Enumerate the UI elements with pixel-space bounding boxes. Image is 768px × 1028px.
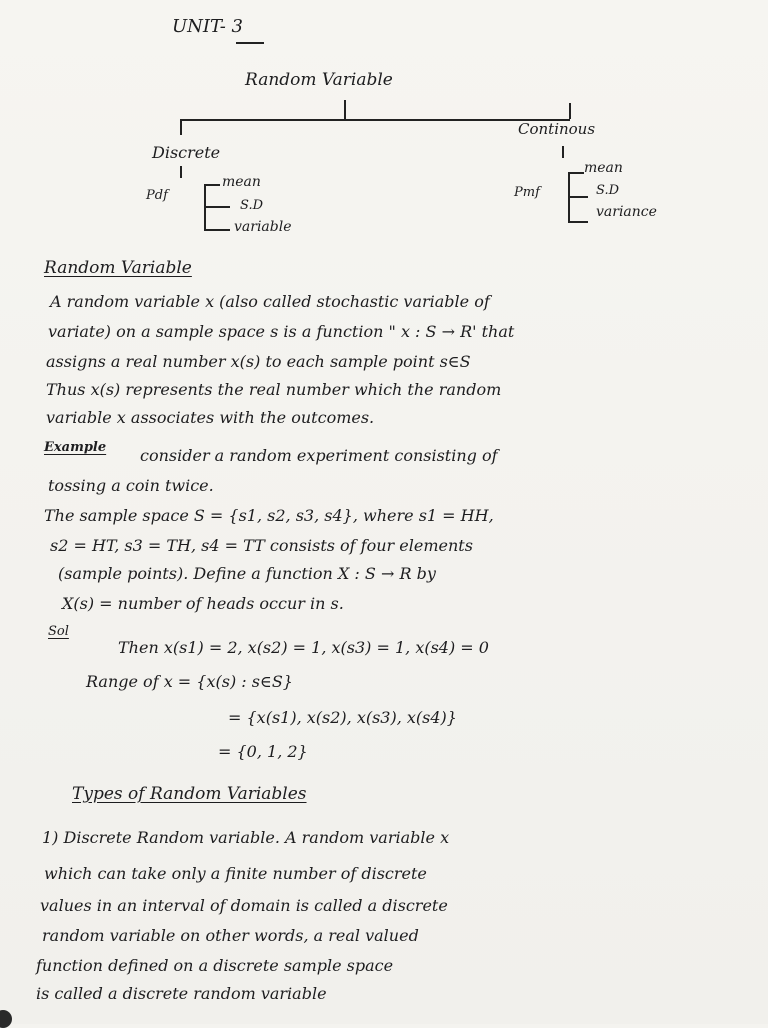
example-line-3: The sample space S = {s1, s2, s3, s4}, where s1 = HH, — [44, 506, 494, 525]
types-line-6: is called a discrete random variable — [36, 984, 327, 1003]
example-line-2: tossing a coin twice. — [48, 476, 214, 495]
diagram-right-item-mean: mean — [584, 160, 623, 176]
diagram-left-branch: Discrete — [152, 143, 221, 162]
diagram-right-tick-2 — [568, 196, 588, 198]
unit-title: UNIT- 3 — [172, 16, 243, 37]
diagram-left-sub: Pdf — [146, 188, 168, 203]
section1-line-4: Thus x(s) represents the real number which the random — [46, 380, 502, 399]
section-heading-random-variable: Random Variable — [44, 258, 192, 278]
diagram-right-item-sd: S.D — [596, 183, 619, 198]
diagram-right-drop — [569, 103, 571, 119]
example-line-4: s2 = HT, s3 = TH, s4 = TT consists of four elements — [50, 536, 473, 555]
diagram-right-tick-1 — [568, 172, 584, 174]
diagram-branch-line — [180, 119, 570, 121]
section1-line-5: variable x associates with the outcomes. — [46, 408, 375, 427]
section1-line-3: assigns a real number x(s) to each sample point s∈S — [46, 352, 471, 371]
diagram-left-tick-2 — [204, 206, 230, 208]
example-line-6: X(s) = number of heads occur in s. — [62, 594, 344, 613]
diagram-right-branch: Continous — [518, 120, 596, 138]
example-line-5: (sample points). Define a function X : S → R by — [58, 564, 436, 583]
diagram-left-tick-3 — [204, 229, 230, 231]
diagram-left-stem — [180, 166, 182, 178]
diagram-right-tick-3 — [568, 221, 588, 223]
unit-title-underline — [236, 42, 264, 44]
solution-line-1: Then x(s1) = 2, x(s2) = 1, x(s3) = 1, x(s4) = 0 — [118, 638, 489, 657]
types-line-3: values in an interval of domain is called a discrete — [40, 896, 448, 915]
types-line-4: random variable on other words, a real valued — [42, 926, 419, 945]
section1-line-2: variate) on a sample space s is a function " x : S → R' that — [48, 322, 515, 341]
diagram-right-item-variance: variance — [596, 204, 657, 220]
example-label: Example — [44, 440, 107, 455]
diagram-root-stem — [344, 100, 346, 120]
example-line-1: consider a random experiment consisting of — [140, 446, 498, 465]
corner-binder-hole — [0, 1010, 12, 1028]
diagram-root: Random Variable — [245, 70, 393, 90]
solution-line-4: = {0, 1, 2} — [218, 742, 308, 761]
solution-label: Sol — [48, 624, 69, 639]
diagram-left-drop — [180, 119, 182, 135]
diagram-left-item-mean: mean — [222, 174, 261, 190]
types-line-1: 1) Discrete Random variable. A random variable x — [42, 828, 450, 847]
diagram-right-stem — [562, 146, 564, 158]
types-line-5: function defined on a discrete sample space — [36, 956, 394, 975]
diagram-left-item-variable: variable — [234, 219, 292, 235]
section1-line-1: A random variable x (also called stochastic variable of — [50, 292, 490, 311]
diagram-right-sub: Pmf — [514, 185, 540, 200]
solution-line-3: = {x(s1), x(s2), x(s3), x(s4)} — [228, 708, 457, 727]
types-heading: Types of Random Variables — [72, 784, 307, 804]
diagram-left-tick-1 — [204, 184, 220, 186]
types-line-2: which can take only a finite number of discrete — [44, 864, 427, 883]
solution-line-2: Range of x = {x(s) : s∈S} — [86, 672, 293, 691]
diagram-left-item-sd: S.D — [240, 198, 263, 213]
